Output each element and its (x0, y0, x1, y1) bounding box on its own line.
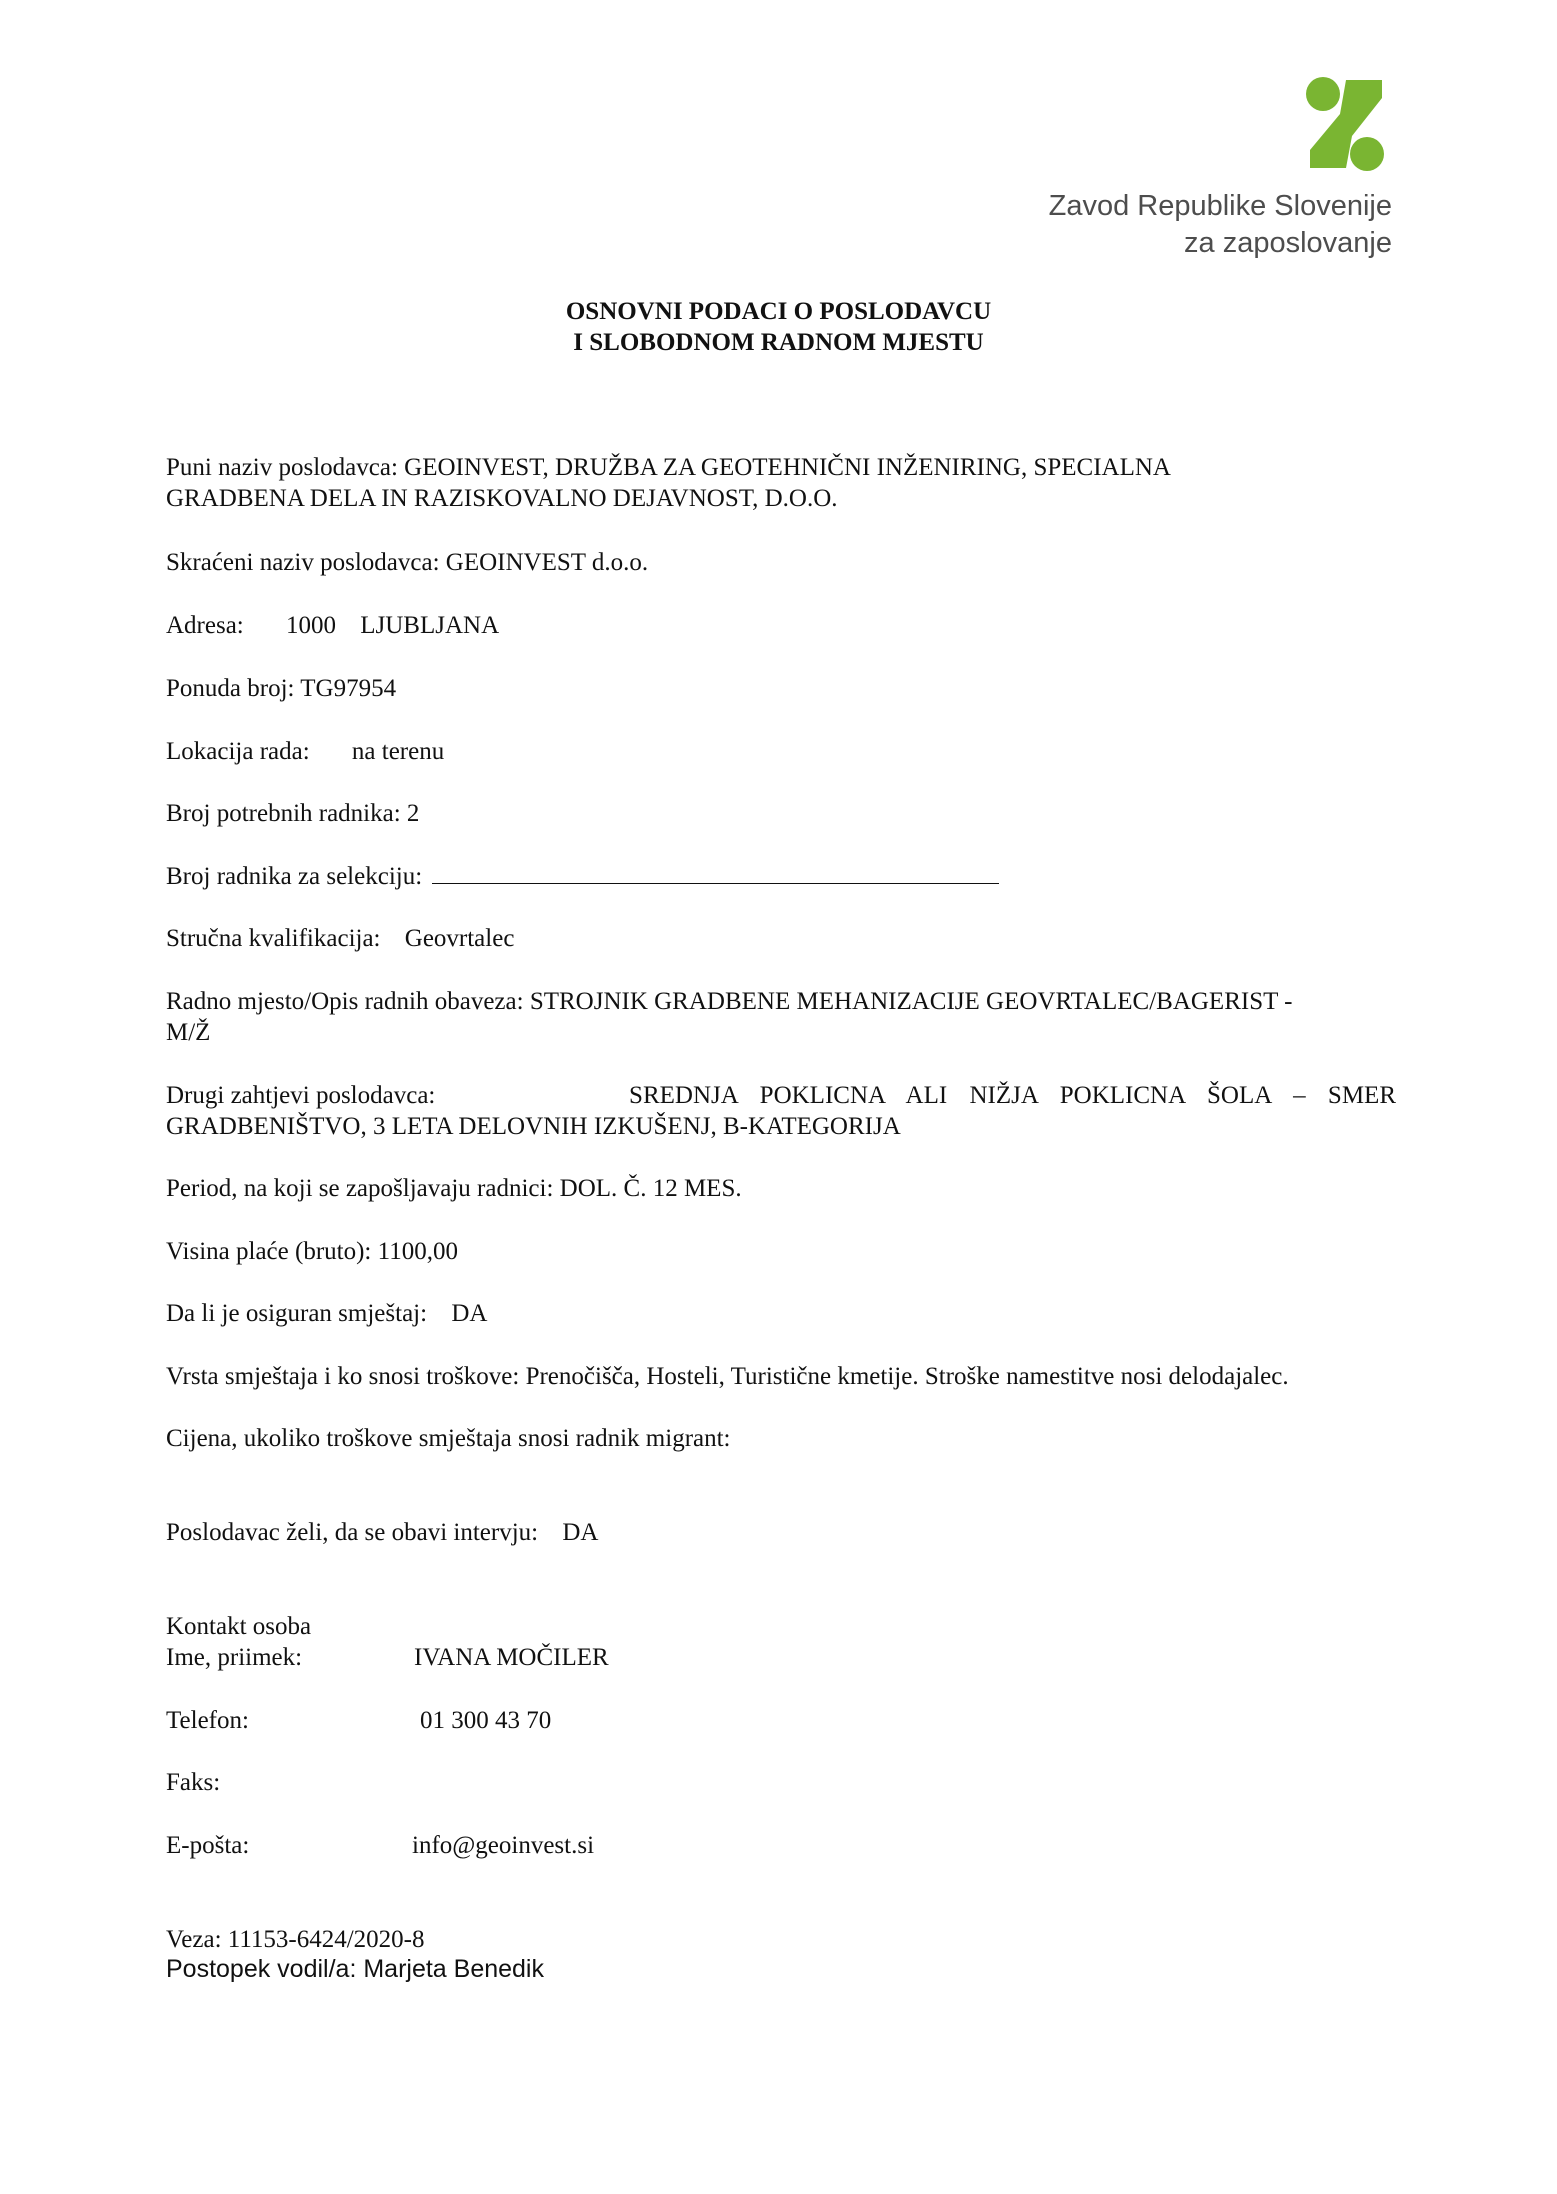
accommodation-type (166, 1361, 1396, 1392)
field-value: 1100,00 (377, 1238, 458, 1265)
field-label: Visina plaće (bruto): (166, 1238, 372, 1265)
field-value: GRADBENIŠTVO, 3 LETA DELOVNIH IZKUŠENJ, B-KATEGORIJA (166, 1113, 901, 1140)
job-position (166, 986, 1396, 1048)
field-value: IVANA MOČILER (414, 1644, 609, 1671)
field-label: Drugi zahtjevi poslodavca: (166, 1082, 436, 1109)
field-label: Broj radnika za selekciju: (166, 863, 423, 890)
field-value: 2 (406, 800, 420, 827)
field-label: Telefon: (166, 1707, 249, 1734)
contact-fax (166, 1767, 1396, 1798)
field-value: Prenočišča, Hosteli, Turistične kmetije. Stroške namestitve nosi delodajalec. (525, 1363, 1289, 1390)
field-label: Lokacija rada: (166, 738, 310, 765)
address-postcode: 1000 (286, 612, 336, 639)
field-value: SREDNJA POKLICNA ALI NIŽJA POKLICNA ŠOLA – SMER (629, 1082, 1396, 1109)
address (166, 610, 1396, 641)
field-value: na terenu (351, 738, 445, 765)
field-label: Ponuda broj: (166, 675, 295, 702)
field-value: M/Ž (166, 1019, 211, 1046)
field-label: Vrsta smještaja i ko snosi troškove: (166, 1363, 520, 1390)
blank-underline (432, 861, 999, 884)
field-label: Radno mjesto/Opis radnih obaveza: (166, 988, 524, 1015)
field-value: GRADBENA DELA IN RAZISKOVALNO DEJAVNOST, D.O.O. (166, 485, 838, 512)
title-line-2: I SLOBODNOM RADNOM MJESTU (573, 329, 984, 356)
workers-for-selection (166, 861, 1396, 892)
employer-full-name (166, 452, 1396, 514)
contact-name (166, 1642, 1396, 1673)
field-value: 01 300 43 70 (420, 1707, 552, 1734)
accommodation-provided (166, 1298, 1396, 1329)
field-label: Period, na koji se zapošljavaju radnici: (166, 1175, 554, 1202)
offer-number (166, 673, 1396, 704)
salary (166, 1236, 1396, 1267)
org-line-1: Zavod Republike Slovenije (1048, 190, 1392, 222)
contact-email (166, 1830, 1396, 1861)
field-label: Cijena, ukoliko troškove smještaja snosi radnik migrant: (166, 1425, 731, 1452)
field-label: Skraćeni naziv poslodavca: (166, 549, 440, 576)
field-value: Geovrtalec (404, 925, 515, 952)
employment-period (166, 1173, 1396, 1204)
field-label: Puni naziv poslodavca: (166, 454, 398, 481)
field-label: Broj potrebnih radnika: (166, 800, 401, 827)
field-value: TG97954 (300, 675, 397, 702)
other-requirements (166, 1080, 1396, 1142)
field-label: Faks: (166, 1769, 221, 1796)
requirements-line-1 (166, 1080, 1396, 1111)
field-value: DOL. Č. 12 MES. (559, 1175, 742, 1202)
organization-name (1049, 188, 1392, 262)
accommodation-price (166, 1423, 1396, 1454)
contact-heading: Kontakt osoba (166, 1613, 312, 1640)
email-link[interactable]: info@geoinvest.si (412, 1832, 595, 1859)
field-value: STROJNIK GRADBENE MEHANIZACIJE GEOVRTALEC/BAGERIST - (529, 988, 1293, 1015)
field-label: E-pošta: (166, 1832, 250, 1859)
workers-needed (166, 798, 1396, 829)
org-line-2: za zaposlovanje (1184, 227, 1392, 259)
interview (166, 1517, 1396, 1548)
employer-short-name (166, 547, 1396, 578)
handled-by: Postopek vodil/a: Marjeta Benedik (166, 1955, 544, 1983)
reference-number: Veza: 11153-6424/2020-8 (166, 1926, 425, 1953)
address-city: LJUBLJANA (360, 612, 500, 639)
field-label: Da li je osiguran smještaj: (166, 1300, 428, 1327)
field-value: GEOINVEST, DRUŽBA ZA GEOTEHNIČNI INŽENIRING, SPECIALNA (404, 454, 1171, 481)
qualification (166, 923, 1396, 954)
zrss-logo-icon (1300, 74, 1390, 174)
field-value: GEOINVEST d.o.o. (445, 549, 649, 576)
field-label: Poslodavac želi, da se obavi intervju: (166, 1519, 539, 1546)
field-value: DA (451, 1300, 488, 1327)
field-label: Ime, priimek: (166, 1644, 303, 1671)
work-location (166, 736, 1396, 767)
field-value: DA (562, 1519, 599, 1546)
field-label: Stručna kvalifikacija: (166, 925, 381, 952)
document-title (0, 296, 1557, 358)
field-label: Adresa: (166, 612, 244, 639)
title-line-1: OSNOVNI PODACI O POSLODAVCU (565, 298, 992, 325)
contact-phone (166, 1705, 1396, 1736)
